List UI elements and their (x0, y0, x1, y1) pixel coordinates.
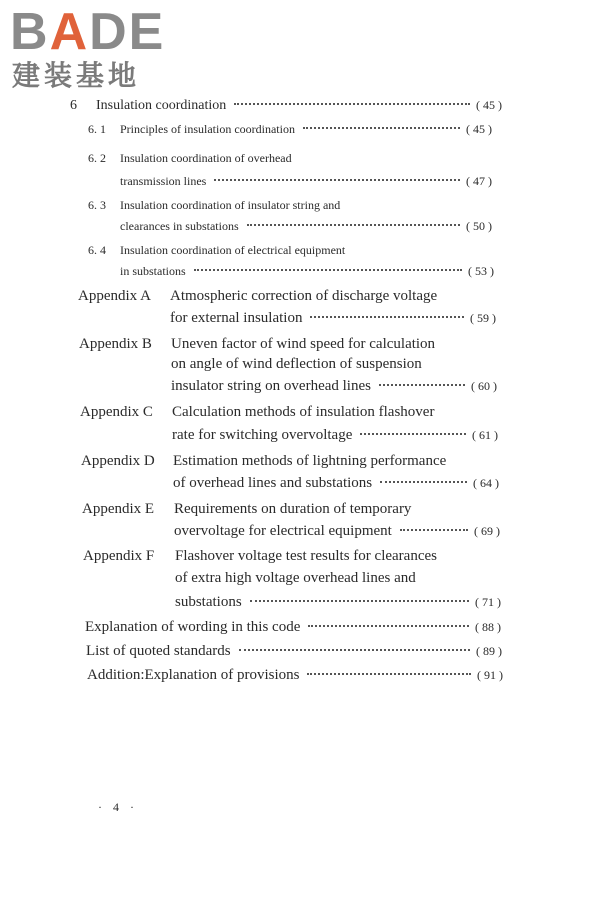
toc-number: 6 (70, 98, 77, 113)
toc-appendix-label: Appendix B (79, 336, 152, 352)
toc-entry-appendix-f-cont1[interactable] (175, 570, 501, 587)
toc-page: ( 88 ) (475, 620, 501, 634)
dot-leader (194, 269, 462, 271)
toc-number: 6. 1 (88, 122, 106, 136)
toc-appendix-label: Appendix A (78, 288, 151, 304)
toc-number: 6. 2 (88, 151, 106, 165)
toc-page: ( 53 ) (468, 264, 494, 278)
toc-page: ( 45 ) (466, 122, 492, 136)
toc-entry-explanation-wording[interactable] (85, 619, 501, 636)
toc-title: Principles of insulation coordination (120, 122, 295, 136)
dot-leader (303, 127, 460, 129)
toc-title: Atmospheric correction of discharge voltage (170, 288, 438, 304)
toc-entry-appendix-f[interactable] (83, 548, 467, 565)
toc-page: ( 59 ) (470, 311, 496, 325)
toc-appendix-label: Appendix C (80, 404, 153, 420)
toc-entry-appendix-a[interactable] (78, 288, 458, 305)
dot-leader (360, 433, 466, 435)
toc-title: Uneven factor of wind speed for calculation (171, 336, 436, 352)
toc-appendix-label: Appendix F (83, 548, 155, 564)
toc-title: substations (175, 594, 242, 610)
toc-entry-appendix-e[interactable] (82, 501, 462, 518)
toc-title: Requirements on duration of temporary (174, 501, 412, 517)
dot-leader (308, 625, 469, 627)
toc-page: ( 64 ) (473, 476, 499, 490)
toc-title: Insulation coordination (96, 98, 227, 113)
dot-leader (307, 673, 471, 675)
dot-leader (400, 529, 468, 531)
toc-title: Explanation of wording in this code (85, 619, 301, 635)
toc-entry-appendix-c-cont[interactable] (172, 427, 498, 444)
dot-leader (250, 600, 469, 602)
toc-number: 6. 3 (88, 198, 106, 212)
toc-entry-appendix-f-cont2[interactable] (175, 594, 501, 611)
toc-entry-quoted-standards[interactable] (86, 643, 502, 660)
toc-entry-appendix-c[interactable] (80, 404, 460, 421)
page-number: · 4 · (98, 800, 138, 814)
toc-title: rate for switching overvoltage (172, 427, 353, 443)
toc-page: ( 61 ) (472, 428, 498, 442)
toc-title: insulator string on overhead lines (171, 378, 371, 394)
toc-title: Addition:Explanation of provisions (87, 667, 300, 683)
toc-title: Calculation methods of insulation flashover (172, 404, 435, 420)
toc-title: clearances in substations (120, 219, 239, 233)
toc-appendix-label: Appendix D (81, 453, 155, 469)
dot-leader (247, 224, 460, 226)
toc-entry-6-4-cont[interactable] (120, 264, 494, 279)
toc-page: ( 60 ) (471, 379, 497, 393)
toc-appendix-label: Appendix E (82, 501, 155, 517)
toc-page: ( 47 ) (466, 174, 492, 188)
dot-leader (380, 481, 467, 483)
toc-entry-6-2[interactable] (88, 151, 492, 166)
dot-leader (379, 384, 465, 386)
toc-title: in substations (120, 264, 186, 278)
toc-number: 6. 4 (88, 243, 106, 257)
toc-entry-appendix-d-cont[interactable] (173, 475, 499, 492)
toc-entry-explanation-provisions[interactable] (87, 667, 503, 684)
toc-title: on angle of wind deflection of suspension (171, 356, 422, 372)
toc-title: of extra high voltage overhead lines and (175, 570, 416, 586)
toc-entry-appendix-e-cont[interactable] (174, 523, 500, 540)
logo-wordmark: BADE (10, 3, 166, 61)
toc-entry-appendix-b-cont2[interactable] (171, 378, 497, 395)
toc-entry-6-3[interactable] (88, 198, 492, 213)
toc-title: for external insulation (170, 310, 303, 326)
toc-title: List of quoted standards (86, 643, 231, 659)
toc-title: of overhead lines and substations (173, 475, 373, 491)
toc-page: ( 89 ) (476, 644, 502, 658)
toc-entry-appendix-b-cont1[interactable] (171, 356, 497, 373)
toc-title: transmission lines (120, 174, 207, 188)
toc-entry-section-6[interactable] (70, 98, 502, 114)
dot-leader (214, 179, 460, 181)
toc-page: ( 50 ) (466, 219, 492, 233)
toc-title: Insulation coordination of electrical equipment (120, 243, 346, 257)
toc-title: Insulation coordination of insulator string and (120, 198, 341, 212)
dot-leader (239, 649, 470, 651)
toc-page: ( 45 ) (476, 98, 502, 112)
dot-leader (310, 316, 464, 318)
toc-entry-6-4[interactable] (88, 243, 492, 258)
logo-chinese-text: 建装基地 (12, 59, 141, 92)
toc-title: overvoltage for electrical equipment (174, 523, 392, 539)
toc-entry-6-1[interactable] (88, 122, 492, 137)
toc-entry-appendix-a-cont[interactable] (170, 310, 496, 327)
toc-entry-6-2-cont[interactable] (120, 174, 492, 189)
dot-leader (234, 103, 470, 105)
toc-page: ( 91 ) (477, 668, 503, 682)
toc-title: Estimation methods of lightning performance (173, 453, 447, 469)
toc-page: ( 71 ) (475, 595, 501, 609)
toc-title: Flashover voltage test results for clearances (175, 548, 437, 564)
toc-entry-6-3-cont[interactable] (120, 219, 492, 234)
toc-title: Insulation coordination of overhead (120, 151, 292, 165)
toc-entry-appendix-b[interactable] (79, 336, 459, 353)
toc-entry-appendix-d[interactable] (81, 453, 465, 470)
toc-page: ( 69 ) (474, 524, 500, 538)
